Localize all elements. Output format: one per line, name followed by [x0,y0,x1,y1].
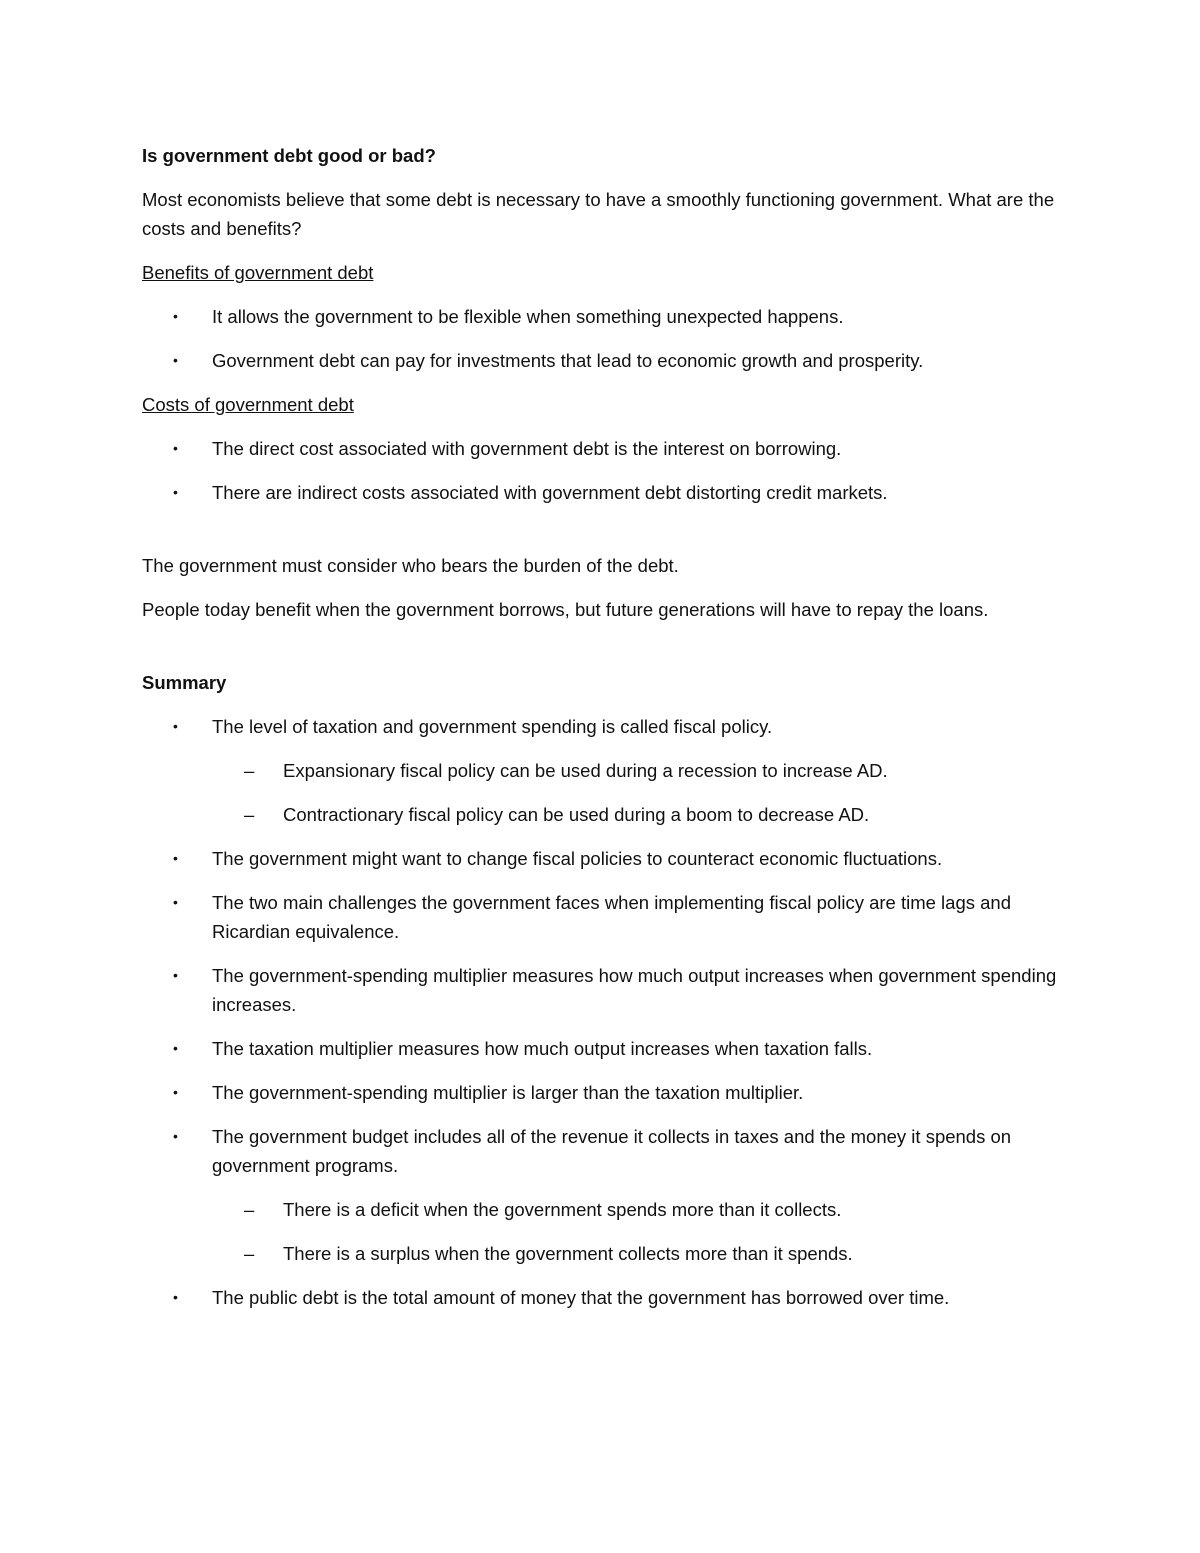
list-item-text: It allows the government to be flexible when something unexpected happens. [212,306,844,327]
section-title: Is government debt good or bad? [142,145,436,166]
list-item-text: The public debt is the total amount of money that the government has borrowed over time. [212,1287,950,1308]
list-item [142,302,1062,331]
list-item [142,478,1062,507]
dash-icon: – [244,1199,255,1220]
benefits-list [142,302,1062,375]
list-item-text: The government-spending multiplier measures how much output increases when government spending increases. [212,965,1057,1015]
dash-icon: – [244,804,255,825]
sub-list-item-text: Contractionary fiscal policy can be used during a boom to decrease AD. [283,804,870,825]
sub-list-item [211,1195,1062,1224]
sub-list [212,1195,1062,1268]
sub-list-item [211,800,1062,829]
list-item [142,844,1062,873]
bullet-icon: • [173,850,178,866]
list-item-text: The two main challenges the government faces when implementing fiscal policy are time lags and Ricardian equivalence. [212,892,1011,942]
sub-list-item [211,1239,1062,1268]
burden-paragraph-1: The government must consider who bears the burden of the debt. [142,555,679,576]
sub-list-item-text: Expansionary fiscal policy can be used during a recession to increase AD. [283,760,888,781]
sub-list-item-text: There is a surplus when the government collects more than it spends. [283,1243,853,1264]
list-item [142,346,1062,375]
list-item [142,1283,1062,1312]
blank-line [142,522,1062,551]
bullet-icon: • [173,718,178,734]
bullet-icon: • [173,967,178,983]
bullet-icon: • [173,308,178,324]
list-item [142,888,1062,946]
bullet-icon: • [173,1128,178,1144]
bullet-icon: • [173,352,178,368]
bullet-icon: • [173,1040,178,1056]
list-item-text: The level of taxation and government spending is called fiscal policy. [212,716,773,737]
summary-heading: Summary [142,672,227,693]
list-item-text: The government-spending multiplier is larger than the taxation multiplier. [212,1082,804,1103]
blank-line [142,639,1062,668]
costs-list [142,434,1062,507]
list-item-text: There are indirect costs associated with government debt distorting credit markets. [212,482,888,503]
list-item [142,1122,1062,1268]
list-item-text: The taxation multiplier measures how much output increases when taxation falls. [212,1038,873,1059]
benefits-heading: Benefits of government debt [142,262,374,283]
list-item [142,712,1062,829]
bullet-icon: • [173,440,178,456]
list-item-text: The government might want to change fiscal policies to counteract economic fluctuations. [212,848,943,869]
intro-paragraph: Most economists believe that some debt is necessary to have a smoothly functioning government. What are the costs and benefits? [142,189,1055,239]
sub-list-item [211,756,1062,785]
list-item [142,434,1062,463]
list-item-text: The direct cost associated with government debt is the interest on borrowing. [212,438,842,459]
document-body [142,141,1062,1327]
list-item-text: Government debt can pay for investments that lead to economic growth and prosperity. [212,350,924,371]
dash-icon: – [244,1243,255,1264]
bullet-icon: • [173,1084,178,1100]
list-item [142,961,1062,1019]
list-item [142,1078,1062,1107]
list-item-text: The government budget includes all of the revenue it collects in taxes and the money it spends on government programs. [212,1126,1012,1176]
burden-paragraph-2: People today benefit when the government borrows, but future generations will have to repay the loans. [142,599,989,620]
sub-list-item-text: There is a deficit when the government spends more than it collects. [283,1199,842,1220]
bullet-icon: • [173,484,178,500]
summary-list [142,712,1062,1312]
bullet-icon: • [173,894,178,910]
sub-list [212,756,1062,829]
costs-heading: Costs of government debt [142,394,354,415]
dash-icon: – [244,760,255,781]
list-item [142,1034,1062,1063]
bullet-icon: • [173,1289,178,1305]
